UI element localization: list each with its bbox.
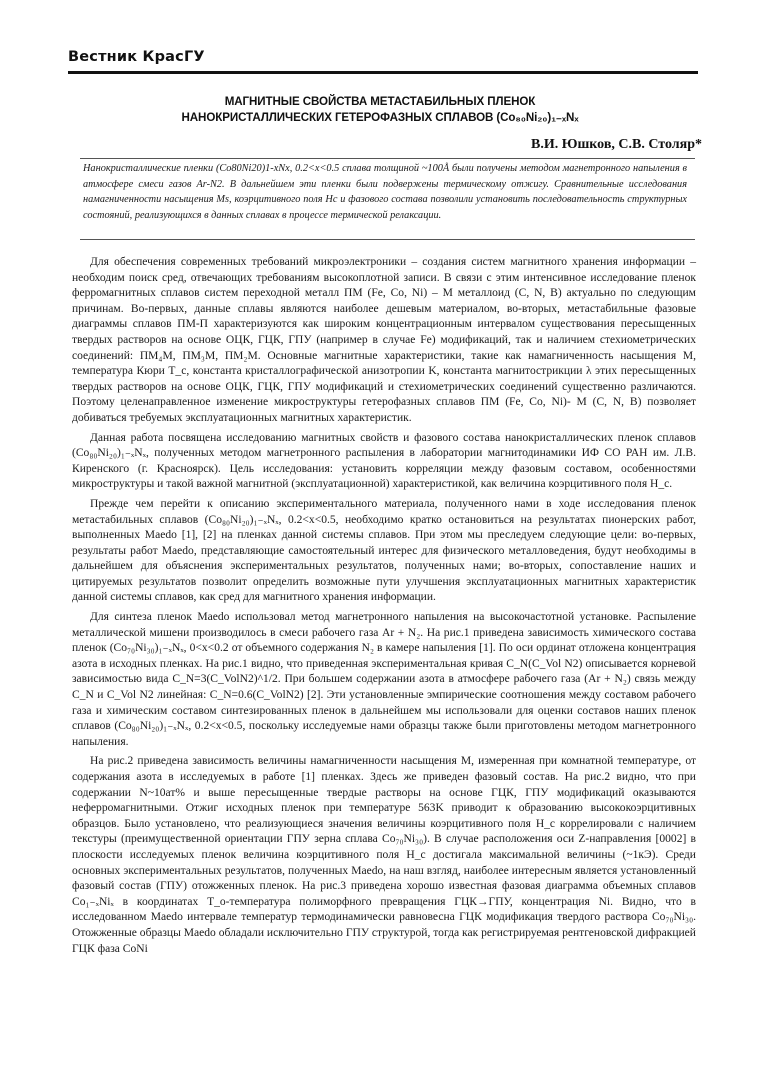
title-line-2: НАНОКРИСТАЛЛИЧЕСКИХ ГЕТЕРОФАЗНЫХ СПЛАВОВ (Co₈₀Ni₂₀)₁₋ₓNₓ (181, 111, 579, 124)
body-paragraph: Для обеспечения современных требований микроэлектроники – создания систем магнитного хранения информации – необходим поиск сред, отвечающих требованиям высокоплотной записи. В связи с этим интенсивное исследование пленок ферромагнитных сплавов систем переходной металл ПМ (Fe, Co, Ni) – М металлоид (C, N, B) актуально по следующим причинам. Во-первых, данные сплавы являются наиболее дешевым материалом, во-вторых, метастабильные фазовые диаграммы сплавов ПМ-П характеризуются как широким концентрационным интервалом существования пересыщенных твердых растворов на основе ОЦК, ГЦК, ГПУ (например в случае Fe) модификаций, так и наличием стехиометрических соединений: ПМ₄М, ПМ₃М, ПМ₂М. Основные магнитные характеристики, такие как намагниченность насыщения M, температура Кюри T_c, константа кристаллографической анизотропии K, константа магнитострикции λ этих пересыщенных твердых растворов на основе ОЦК, ГЦК, ГПУ модификаций и стехиометрических соединений существенно различаются. Поэтому целенаправленное изменение микроструктуры гетерофазных сплавов ПМ (Fe, Co, Ni)- M (C, N, B) позволяет добиваться требуемых эксплуатационных магнитных характеристик. (72, 256, 696, 424)
article-body (72, 255, 696, 961)
abstract-top-rule (80, 158, 695, 159)
article-authors: В.И. Юшков, С.В. Столяр* (530, 137, 702, 152)
article-title (100, 94, 660, 126)
body-paragraph: На рис.2 приведена зависимость величины намагниченности насыщения M, измеренная при комнатной температуре, от содержания азота в исследуемых в работе [1] пленках. Здесь же приведен фазовый состав. На рис.2 видно, что при содержании N~10ат% и выше пересыщенные твердые растворы на основе ГЦК, ГПУ модификаций оказываются неферромагнитными. Отжиг исходных пленок при температуре 563K приводит к образованию высококоэрцитивных образцов. Было установлено, что реализующиеся значения величины коэрцитивного поля H_c коррелировали с наличием текстуры (преимущественной ориентации ГПУ зерна сплава Co₇₀Ni₃₀). В случае расположения оси Z-направления [0002] в плоскости исследуемых пленок величина коэрцитивного поля H_c достигала максимальной величины (~1кЭ). Среди основных экспериментальных результатов, полученных Maedo, на наш взгляд, наиболее интересным является установленный фазовый состав (ГПУ) отожженных пленок. На рис.3 приведена хорошо известная фазовая диаграмма объемных сплавов Co₁₋ₓNiₓ в координатах T_o-температура полиморфного превращения ГЦК→ГПУ, концентрация Ni. Видно, что в исследованном Maedo интервале температур термодинамически равновесна ГЦК модификация твердого раствора Co₇₀Ni₃₀. Отожженные образцы Maedo обладали исключительно ГПУ структурой, тогда как регистрируемая рентгеновской дифракцией ГЦК фаза CoNi (72, 755, 696, 955)
body-paragraph: Прежде чем перейти к описанию экспериментального материала, полученного нами в ходе исследования пленок метастабильных сплавов (Co₈₀Ni₂₀)₁₋ₓNₓ, 0.2<x<0.5, необходимо кратко остановиться на результатах пионерских работ, выполненных Maedo [1], [2] на пленках данной системы сплавов. При этом мы преследуем следующие цели: во-первых, результаты работ Maedo, представляющие самостоятельный интерес для физического металловедения, будут необходимы в дальнейшем для объяснения экспериментальных результатов, полученных нами; во-вторых, сопоставление наших и цитируемых результатов позволит определить возможные пути улучшения эксплуатационных магнитных характеристик данной системы сплавов, как сред для магнитного хранения информации. (72, 497, 696, 604)
abstract: Нанокристаллические пленки (Co80Ni20)1-xNx, 0.2<x<0.5 сплава толщиной ~100Å были получены методом магнетронного напыления в атмосфере смеси газов Ar-N2. В дальнейшем эти пленки были подвержены термическому отжигу. Сравнительные исследования намагниченности насыщения Ms, коэрцитивного поля Hc и фазового состава позволили установить последовательность структурных состояний, реализующихся в данных сплавах в процессе термической релаксации. (83, 163, 687, 221)
body-paragraph: Для синтеза пленок Maedo использовал метод магнетронного напыления на высокочастотной установке. Распыление металлической мишени производилось в смеси рабочего газа Ar + N₂. На рис.1 приведена зависимость химического состава пленок (Co₇₀Ni₃₀)₁₋ₓNₓ, 0<x<0.2 от объемного содержания N₂ в камере напыления [1]. По оси ординат отложена концентрация азота в исходных пленках. На рис.1 видно, что приведенная экспериментальная кривая C_N(C_Vol N2) описывается корневой зависимостью вида C_N=3(C_VolN2)^1/2. При большем содержании азота в атмосфере рабочего газа (Ar + N₂) связь между C_N и C_Vol N2 линейная: C_N=0.6(C_VolN2) [2]. Эти установленные эмпирические соотношения между составом рабочего газа и химическим составом синтезированных пленок в дальнейшем мы использовали для оценки составов наших пленок сплавов (Co₈₀Ni₂₀)₁₋ₓNₓ, 0.2<x<0.5, поскольку исследуемые нами образцы также были приготовлены методом магнетронного напыления. (72, 611, 696, 748)
body-paragraph: Данная работа посвящена исследованию магнитных свойств и фазового состава нанокристаллических пленок сплавов (Co₈₀Ni₂₀)₁₋ₓNₓ, полученных методом магнетронного распыления в лаборатории магнитодинамики ИФ СО РАН им. Л.В. Киренского (г. Красноярск). Цель исследования: установить корреляции между фазовым составом, особенностями микроструктуры и такой важной магнитной (эксплуатационной) характеристикой, как величина коэрцитивного поля H_c. (72, 431, 696, 491)
journal-header: Вестник КрасГУ (68, 49, 205, 65)
abstract-bottom-rule (80, 239, 695, 240)
title-line-1: МАГНИТНЫЕ СВОЙСТВА МЕТАСТАБИЛЬНЫХ ПЛЕНОК (224, 95, 536, 108)
header-rule (68, 71, 698, 74)
